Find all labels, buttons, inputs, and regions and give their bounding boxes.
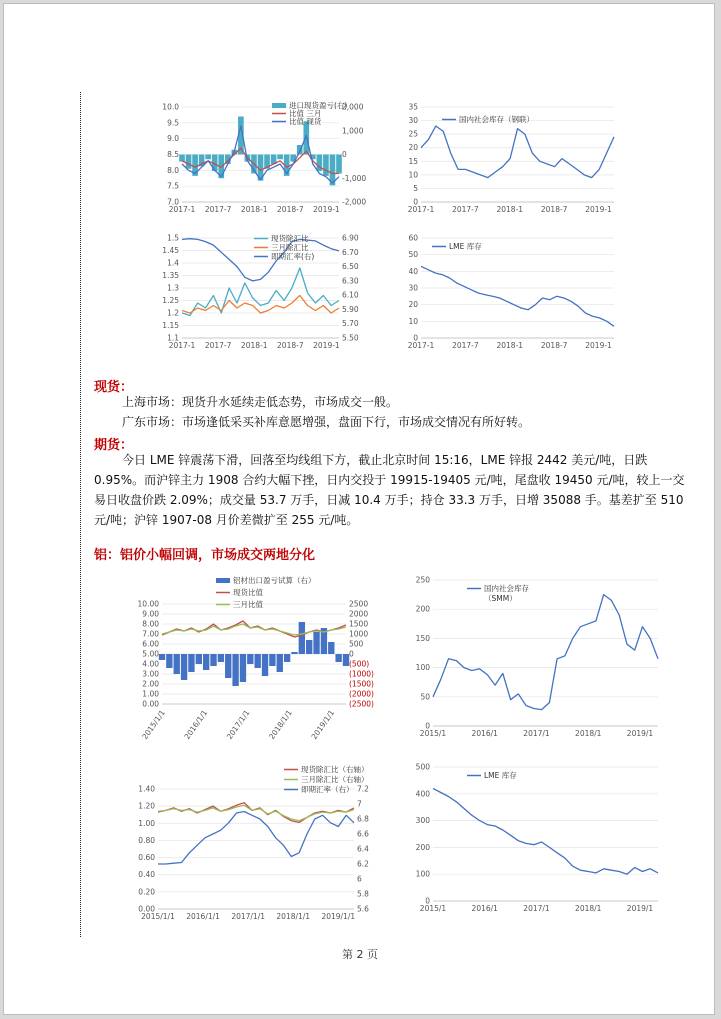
x-tick-label: 2018-1 [240,341,268,350]
bar-mark [291,652,297,654]
x-tick-label: 2018-1 [496,341,524,350]
y-tick-label: 0 [413,333,418,343]
x-tick-label: 2017/1/1 [231,912,266,921]
y-tick-label: 0 [413,197,418,207]
y-tick-label: 1.00 [142,689,159,699]
y-tick-label: 15 [408,156,418,166]
y-tick-label: 10.0 [162,102,179,112]
y-right-tick-label: 5.50 [342,333,359,343]
chart-aluminum-social-stock [399,572,664,744]
chart-svg [154,99,379,224]
series-line [433,595,658,710]
chart-svg [134,572,384,744]
x-tick-label: 2018-7 [277,205,304,214]
bar-mark [232,654,238,686]
bar-mark [186,155,192,169]
y-right-tick-label: 7.2 [357,784,369,794]
bar-mark [277,654,283,672]
y-tick-label: 1.25 [162,296,179,305]
x-tick-label: 2017-1 [168,341,196,350]
legend-label: 三月除汇比（右轴） [301,775,369,784]
bar-mark [205,155,211,160]
x-tick-label: 2017-7 [204,205,232,214]
bar-mark [343,654,349,666]
futures-heading: 期货： [94,438,134,453]
legend-label: 比值 现货 [289,117,322,126]
chart-aluminum-lme-stock [399,759,664,919]
y-tick-label: 20 [408,143,418,153]
legend-swatch [272,103,286,108]
y-tick-label: 10 [408,316,418,326]
page-number: 第 2 页 [342,948,378,961]
y-right-tick-label: 6.6 [357,829,369,839]
legend-label: 即期汇率（右） [301,785,354,794]
y-right-tick-label: (2000) [349,689,374,699]
bar-mark [247,654,253,664]
chart-zinc-fx-ratio [154,232,379,360]
y-tick-label: 5 [413,183,418,193]
x-tick-label: 2017-1 [407,341,435,350]
y-tick-label: 150 [415,633,430,643]
y-right-tick-label: 6.70 [342,247,359,257]
y-right-tick-label: 5.6 [357,904,369,914]
chart-svg [397,232,622,360]
bar-mark [181,654,187,680]
y-tick-label: 25 [408,129,418,139]
legend-label: LME 库存 [449,242,482,251]
y-right-tick-label: 6.10 [342,290,359,300]
x-tick-label: 2016/1/1 [182,708,210,742]
x-tick-label: 2018-1 [240,205,268,214]
chart-zinc-social-stock [397,99,622,224]
chart-svg [134,759,384,931]
x-tick-label: 2015/1 [419,729,447,738]
y-right-tick-label: 6.2 [357,859,369,869]
y-right-tick-label: 5.70 [342,319,359,329]
bar-mark [159,654,165,660]
y-tick-label: 60 [408,233,418,243]
y-tick-label: 1.00 [138,818,155,828]
x-tick-label: 2016/1/1 [186,912,220,921]
x-tick-label: 2019-1 [585,341,612,350]
legend-label: 三月比值 [233,600,263,609]
y-tick-label: 9.5 [167,118,179,128]
legend-label: 三月除汇比 [271,243,309,252]
y-right-tick-label: 2500 [349,599,369,609]
y-tick-label: 0.60 [138,853,155,863]
series-line [421,266,614,326]
y-right-tick-label: 5.90 [342,304,359,314]
y-tick-label: 35 [408,102,418,112]
y-tick-label: 1.20 [138,801,155,811]
chart-svg [154,232,379,360]
x-tick-label: 2015/1/1 [140,708,167,742]
y-tick-label: 0.00 [138,904,155,914]
y-tick-label: 0 [425,721,430,731]
y-right-tick-label: 6.8 [357,814,369,824]
bar-mark [179,155,185,162]
legend-label: 现货比值 [233,588,263,597]
aluminum-heading: 铝：铝价小幅回调，市场成交两地分化 [94,548,316,563]
legend-swatch [216,578,230,583]
y-tick-label: 4.00 [142,659,159,669]
y-tick-label: 1.40 [138,784,155,794]
x-tick-label: 2019-1 [585,205,612,214]
x-tick-label: 2018-7 [277,341,304,350]
y-tick-label: 50 [420,692,430,702]
chart-zinc-import-parity [154,99,379,224]
x-tick-label: 2016/1 [471,729,498,738]
y-tick-label: 0.40 [138,870,155,880]
spot-shanghai-text: 上海市场：现货升水延续走低态势，市场成交一般。 [122,395,399,409]
y-tick-label: 1.2 [167,308,179,318]
x-tick-label: 2017/1 [523,729,550,738]
legend-label: 进口现货盈亏(右) [289,101,348,110]
y-right-tick-label: (1500) [349,679,374,689]
legend-label: 即期汇率(右) [271,252,315,261]
y-right-tick-label: 6.30 [342,276,359,286]
y-right-tick-label: 6.4 [357,844,369,854]
x-tick-label: 2018-1 [496,205,524,214]
y-tick-label: 1.1 [167,333,179,343]
bar-mark [323,155,329,176]
y-tick-label: 100 [415,869,430,879]
y-tick-label: 30 [408,116,418,126]
y-tick-label: 200 [415,842,430,852]
y-right-tick-label: -2,000 [342,197,367,207]
y-right-tick-label: 6.90 [342,233,359,243]
x-tick-label: 2017-7 [452,341,479,350]
y-tick-label: 7.00 [142,629,159,639]
legend-label: （SMM） [484,594,517,603]
x-tick-label: 2018/1/1 [267,708,294,742]
y-right-tick-label: 1500 [349,619,369,629]
y-tick-label: 250 [415,575,430,585]
legend-label: 铝材出口盈亏试算（右） [233,576,316,585]
y-tick-label: 200 [415,604,430,614]
bar-mark [188,654,194,672]
y-tick-label: 0.80 [138,835,155,845]
y-tick-label: 400 [415,789,430,799]
y-right-tick-label: 6.50 [342,262,359,272]
y-tick-label: 8.00 [142,619,159,629]
y-tick-label: 100 [415,663,430,673]
bar-mark [218,654,224,662]
y-tick-label: 7.5 [167,181,179,191]
y-right-tick-label: 7 [357,799,362,809]
y-tick-label: 0.20 [138,887,155,897]
x-tick-label: 2018/1 [575,729,602,738]
y-tick-label: 50 [408,250,418,260]
legend-label: 国内社会库存（钢联） [459,115,534,124]
x-tick-label: 2017/1 [523,904,550,913]
series-line [421,126,614,178]
chart-svg [397,99,622,224]
y-tick-label: 1.45 [162,246,179,255]
y-tick-label: 10.00 [137,599,159,609]
y-tick-label: 10 [408,170,418,180]
bar-mark [269,654,275,666]
bar-mark [174,654,180,674]
legend-label: 现货除汇比（右轴） [301,765,369,774]
bar-mark [262,654,268,676]
x-tick-label: 2015/1 [419,904,447,913]
bar-mark [196,654,202,664]
chart-zinc-lme-stock [397,232,622,360]
futures-body-text: 今日 LME 锌震荡下滑，回落至均线组下方，截止北京时间 15:16，LME 锌报 2442 美元/吨，日跌 0.95%。而沪锌主力 1908 合约大幅下挫，日内交投于 19915-19405 元/吨，尾盘收 19450 元/吨，较上一交易日收盘价跌 2.09%；成交量 53.7 万手，日减 10.4 万手；持仓 33.3 万手，日增 35088 手。基差扩至 510 元/吨；沪锌 1907-08 月价差微扩至 255 元/吨。 [94,453,685,527]
x-tick-label: 2019/1 [626,729,654,738]
series-line [158,805,354,820]
y-right-tick-label: 0 [342,150,347,159]
y-right-tick-label: 2,000 [342,102,364,112]
legend-label: LME 库存 [484,771,517,780]
y-right-tick-label: 5.8 [357,889,369,899]
chart-aluminum-export-parity [134,572,384,744]
legend-label: 现货除汇比 [271,234,309,243]
y-tick-label: 0 [425,896,430,906]
spot-heading: 现货： [94,380,134,395]
chart-svg [399,759,664,919]
y-tick-label: 8.0 [167,165,179,175]
y-right-tick-label: 6 [357,874,362,884]
y-tick-label: 2.00 [142,679,159,689]
y-right-tick-label: (1000) [349,669,374,679]
y-tick-label: 40 [408,266,418,276]
x-tick-label: 2018/1 [575,904,602,913]
x-tick-label: 2017-1 [168,205,196,214]
legend-label: 比值 三月 [289,109,322,118]
y-tick-label: 20 [408,300,418,310]
x-tick-label: 2018-7 [540,341,568,350]
bar-mark [203,654,209,670]
x-tick-label: 2018-7 [540,205,568,214]
y-tick-label: 8.5 [167,150,179,159]
bar-mark [335,654,341,662]
y-right-tick-label: (2500) [349,699,374,709]
bar-mark [328,642,334,654]
bar-mark [225,654,231,678]
y-tick-label: 1.5 [167,233,179,243]
series-line [182,268,339,316]
bar-mark [313,632,319,654]
y-tick-label: 1.35 [162,271,179,280]
y-tick-label: 1.15 [162,321,179,330]
x-tick-label: 2019/1 [626,904,654,913]
y-right-tick-label: (500) [349,659,370,669]
bar-mark [240,654,246,682]
x-tick-label: 2017-7 [204,341,232,350]
y-right-tick-label: 500 [349,639,364,649]
y-right-tick-label: 0 [349,649,354,659]
bar-mark [210,654,216,666]
x-tick-label: 2019/1/1 [321,912,356,921]
y-tick-label: 7.0 [167,197,179,207]
y-tick-label: 3.00 [142,669,159,679]
y-right-tick-label: 1,000 [342,126,364,136]
x-tick-label: 2015/1/1 [141,912,175,921]
y-tick-label: 500 [415,762,430,772]
bar-mark [284,654,290,662]
y-tick-label: 1.4 [167,258,179,268]
bar-mark [254,654,260,668]
bar-mark [299,622,305,654]
y-tick-label: 1.3 [167,283,179,293]
document-page [3,3,715,1015]
x-tick-label: 2016/1 [471,904,498,913]
margin-rule [80,92,81,937]
chart-svg [399,572,664,744]
bar-mark [166,654,172,668]
bar-mark [277,155,283,160]
y-tick-label: 0.00 [142,699,159,709]
y-tick-label: 9.0 [167,134,179,144]
series-line [182,296,339,314]
y-tick-label: 6.00 [142,639,159,649]
y-tick-label: 5.00 [142,649,159,659]
y-right-tick-label: 2000 [349,609,369,619]
bar-mark [336,155,342,174]
legend-label: 国内社会库存 [484,584,529,593]
y-tick-label: 9.00 [142,609,159,619]
x-tick-label: 2019-1 [313,205,340,214]
y-tick-label: 30 [408,283,418,293]
series-line [433,788,658,874]
x-tick-label: 2017/1/1 [224,708,252,742]
chart-aluminum-fx-ratio [134,759,384,931]
x-tick-label: 2018/1/1 [276,912,311,921]
x-tick-label: 2019-1 [313,341,340,350]
series-line [158,812,354,865]
series-line [182,239,339,281]
spot-guangdong-text: 广东市场：市场逢低采买补库意愿增强，盘面下行，市场成交情况有所好转。 [122,415,531,429]
x-tick-label: 2019/1/1 [309,708,337,742]
y-tick-label: 300 [415,816,430,826]
bar-mark [306,640,312,654]
x-tick-label: 2017-7 [452,205,479,214]
y-right-tick-label: 1000 [349,629,369,639]
x-tick-label: 2017-1 [407,205,435,214]
y-right-tick-label: -1,000 [342,173,367,183]
